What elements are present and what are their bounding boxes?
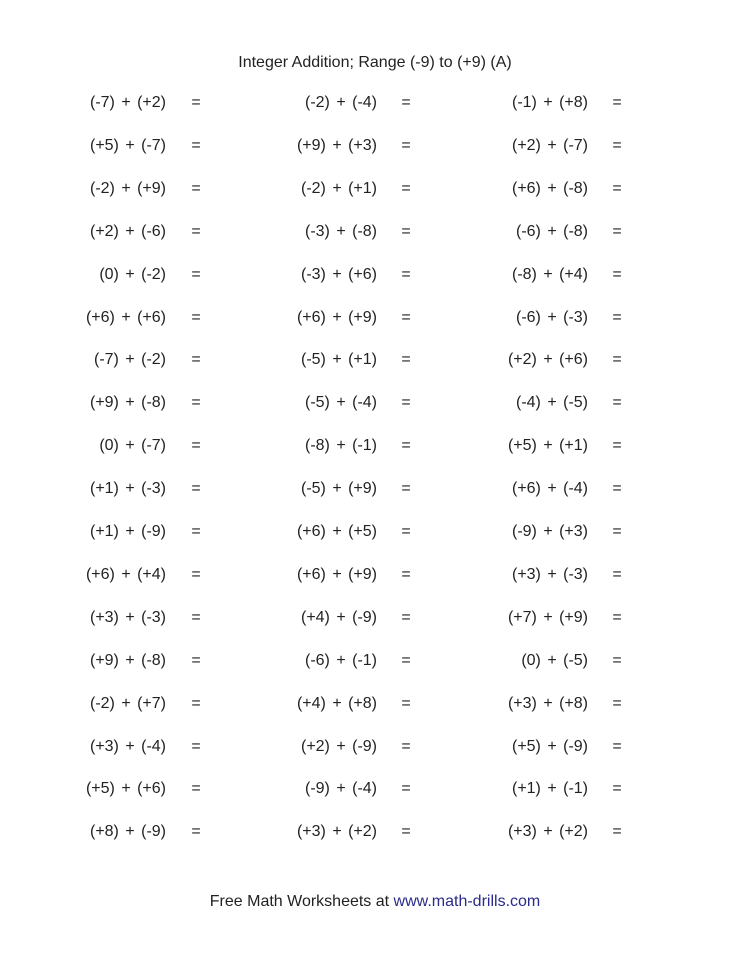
equals-sign: =	[612, 265, 622, 283]
problem-row	[0, 695, 750, 719]
problem-expression: (-3) + (-8)	[305, 222, 377, 240]
equals-sign: =	[612, 523, 622, 540]
equals-sign: =	[191, 394, 201, 412]
equals-sign: =	[612, 780, 622, 798]
problem-expression: (+8) + (-9)	[89, 823, 166, 841]
problem-expression: (-1) + (+8)	[511, 94, 588, 111]
problem-row	[0, 823, 750, 847]
problem-expression: (-3) + (+6)	[300, 265, 377, 283]
equals-sign: =	[612, 308, 622, 326]
equals-sign: =	[401, 480, 411, 498]
problem-expression: (+3) + (-4)	[89, 737, 166, 755]
problem-expression: (+9) + (-8)	[89, 394, 166, 412]
problem-expression: (-7) + (+2)	[89, 94, 166, 111]
problem-expression: (+2) + (-7)	[511, 136, 588, 154]
problem-expression: (+6) + (+5)	[296, 523, 377, 540]
problem-expression: (+9) + (+3)	[296, 136, 377, 154]
problem-row	[0, 437, 750, 461]
equals-sign: =	[401, 565, 411, 583]
problem-expression: (+2) + (-6)	[89, 222, 166, 240]
equals-sign: =	[401, 823, 411, 841]
equals-sign: =	[612, 651, 622, 669]
problem-expression: (+3) + (+2)	[507, 823, 588, 841]
problem-expression: (-5) + (-4)	[305, 394, 377, 412]
problem-row	[0, 137, 750, 161]
problem-expression: (+5) + (-7)	[89, 136, 166, 154]
problem-row	[0, 652, 750, 676]
equals-sign: =	[191, 480, 201, 498]
problem-expression: (-6) + (-3)	[516, 308, 588, 326]
problem-row	[0, 566, 750, 590]
equals-sign: =	[612, 737, 622, 755]
equals-sign: =	[401, 608, 411, 626]
equals-sign: =	[401, 265, 411, 283]
equals-sign: =	[401, 694, 411, 712]
problem-expression: (-7) + (-2)	[94, 351, 166, 369]
problem-row	[0, 180, 750, 204]
problem-expression: (+3) + (+8)	[507, 694, 588, 712]
equals-sign: =	[191, 565, 201, 583]
equals-sign: =	[612, 437, 622, 455]
footer	[0, 893, 750, 911]
problem-row	[0, 223, 750, 247]
equals-sign: =	[191, 265, 201, 283]
problem-row	[0, 609, 750, 633]
problem-expression: (+6) + (+4)	[85, 565, 166, 583]
equals-sign: =	[401, 651, 411, 669]
equals-sign: =	[191, 179, 201, 197]
problem-expression: (-4) + (-5)	[516, 394, 588, 412]
problem-expression: (-2) + (-4)	[305, 94, 377, 111]
equals-sign: =	[612, 351, 622, 369]
equals-sign: =	[612, 222, 622, 240]
problem-expression: (+4) + (+8)	[296, 694, 377, 712]
problem-expression: (+2) + (-9)	[300, 737, 377, 755]
problem-expression: (+1) + (-3)	[89, 480, 166, 498]
problem-row	[0, 351, 750, 375]
problem-expression: (-8) + (+4)	[511, 265, 588, 283]
problem-expression: (-6) + (-8)	[516, 222, 588, 240]
problem-expression: (+3) + (+2)	[296, 823, 377, 841]
problem-expression: (0) + (-2)	[99, 265, 166, 283]
problem-expression: (+2) + (+6)	[507, 351, 588, 369]
equals-sign: =	[401, 94, 411, 111]
problem-expression: (+1) + (-1)	[511, 780, 588, 798]
problem-expression: (+1) + (-9)	[89, 523, 166, 540]
equals-sign: =	[612, 179, 622, 197]
equals-sign: =	[612, 608, 622, 626]
problem-expression: (-2) + (+1)	[300, 179, 377, 197]
equals-sign: =	[401, 437, 411, 455]
problem-expression: (+6) + (+9)	[296, 308, 377, 326]
equals-sign: =	[191, 737, 201, 755]
equals-sign: =	[612, 94, 622, 111]
equals-sign: =	[401, 780, 411, 798]
equals-sign: =	[191, 694, 201, 712]
problem-expression: (+5) + (+1)	[507, 437, 588, 455]
equals-sign: =	[401, 351, 411, 369]
problem-expression: (+6) + (-8)	[511, 179, 588, 197]
equals-sign: =	[191, 523, 201, 540]
problem-expression: (-2) + (+7)	[89, 694, 166, 712]
problem-expression: (+3) + (-3)	[511, 565, 588, 583]
equals-sign: =	[401, 179, 411, 197]
problem-expression: (+4) + (-9)	[300, 608, 377, 626]
equals-sign: =	[191, 222, 201, 240]
footer-text: Free Math Worksheets at	[209, 893, 394, 910]
equals-sign: =	[191, 780, 201, 798]
equals-sign: =	[401, 737, 411, 755]
problem-row	[0, 738, 750, 762]
problem-row	[0, 94, 750, 118]
equals-sign: =	[612, 823, 622, 841]
problem-expression: (-5) + (+9)	[300, 480, 377, 498]
problem-expression: (-9) + (-4)	[305, 780, 377, 798]
problem-expression: (0) + (-7)	[99, 437, 166, 455]
equals-sign: =	[191, 94, 201, 111]
problem-expression: (-6) + (-1)	[305, 651, 377, 669]
problem-expression: (-8) + (-1)	[305, 437, 377, 455]
equals-sign: =	[191, 351, 201, 369]
problem-expression: (-5) + (+1)	[300, 351, 377, 369]
equals-sign: =	[612, 694, 622, 712]
problem-row	[0, 780, 750, 804]
problem-expression: (-2) + (+9)	[89, 179, 166, 197]
problem-row	[0, 480, 750, 504]
problem-expression: (+9) + (-8)	[89, 651, 166, 669]
problem-expression: (+6) + (-4)	[511, 480, 588, 498]
equals-sign: =	[612, 136, 622, 154]
equals-sign: =	[191, 136, 201, 154]
problem-expression: (0) + (-5)	[521, 651, 588, 669]
equals-sign: =	[191, 651, 201, 669]
problem-row	[0, 394, 750, 418]
problem-expression: (+6) + (+9)	[296, 565, 377, 583]
equals-sign: =	[401, 308, 411, 326]
problem-expression: (+3) + (-3)	[89, 608, 166, 626]
problem-row	[0, 309, 750, 333]
problem-row	[0, 523, 750, 547]
equals-sign: =	[191, 823, 201, 841]
equals-sign: =	[191, 437, 201, 455]
problem-expression: (+5) + (+6)	[85, 780, 166, 798]
problem-expression: (+7) + (+9)	[507, 608, 588, 626]
equals-sign: =	[612, 565, 622, 583]
equals-sign: =	[401, 523, 411, 540]
equals-sign: =	[612, 394, 622, 412]
problem-expression: (+5) + (-9)	[511, 737, 588, 755]
equals-sign: =	[401, 222, 411, 240]
equals-sign: =	[401, 136, 411, 154]
problem-expression: (-9) + (+3)	[511, 523, 588, 540]
equals-sign: =	[191, 308, 201, 326]
footer-link[interactable]: www.math-drills.com	[393, 893, 541, 910]
equals-sign: =	[401, 394, 411, 412]
worksheet-title: Integer Addition; Range (-9) to (+9) (A)	[238, 54, 512, 71]
equals-sign: =	[612, 480, 622, 498]
equals-sign: =	[191, 608, 201, 626]
problem-expression: (+6) + (+6)	[85, 308, 166, 326]
problem-row	[0, 266, 750, 290]
